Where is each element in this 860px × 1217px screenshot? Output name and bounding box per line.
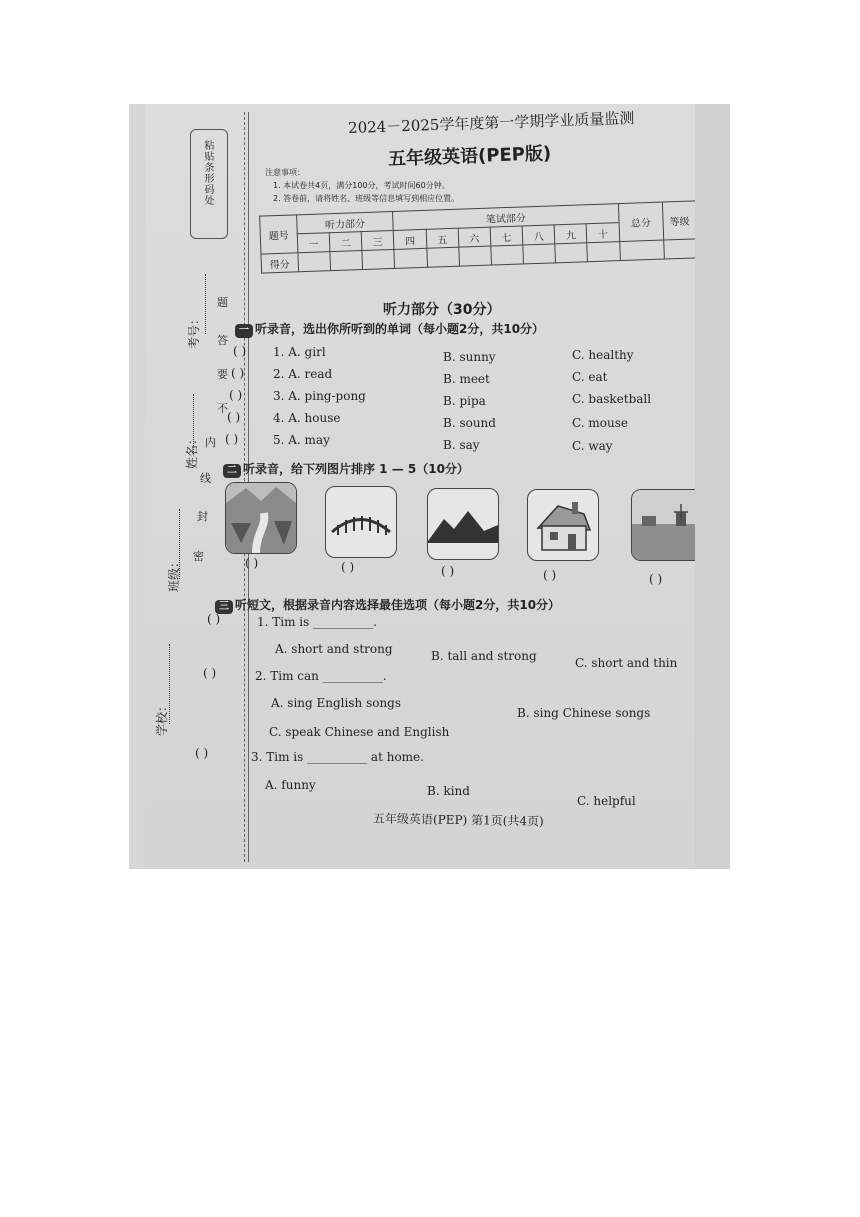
question-stem: 4. A. house [273,411,341,425]
part3-instruction: 听短文，根据录音内容选择最佳选项（每小题2分，共10分） [235,598,561,612]
option-b: B. sunny [443,350,496,364]
school-field: 学校： [155,699,169,736]
answer-paren[interactable]: ( ) [231,366,245,380]
option-c: C. eat [572,370,608,384]
score-cell [523,244,556,264]
exam-photo [129,104,730,869]
total-header: 总分 [618,202,663,242]
question-stem: 3. A. ping-pong [273,389,366,403]
q-num: 十 [587,223,620,243]
answer-paren[interactable]: ( ) [225,432,239,446]
part3-heading [215,596,560,614]
part2-instruction: 听录音，给下列图片排序 1 — 5（10分） [243,462,469,476]
barcode-box [190,129,228,239]
score-cell [555,243,588,263]
seal-char: 封 [197,510,208,523]
listening-header: 听力部分 [296,211,393,233]
q-num: 八 [522,225,555,245]
exam-title: 2024－2025学年度第一学期学业质量监测 [347,109,635,137]
part1-heading [235,320,544,338]
option-b: B. say [443,438,480,452]
seal-char: 题 [217,296,228,309]
answer-paren[interactable]: ( ) [227,410,241,424]
part1-instruction: 听录音，选出你所听到的单词（每小题2分，共10分） [255,322,545,336]
name-field: 姓名： [185,432,199,469]
q-num: 六 [458,227,491,247]
option-b: B. pipa [443,394,486,408]
page-footer: 五年级英语(PEP) 第1页(共4页) [372,811,544,829]
house-picture [527,489,599,561]
grade-header: 等级 [662,201,696,240]
answer-paren[interactable]: ( ) [233,344,247,358]
seal-char: 不 [217,402,228,415]
seal-char: 内 [205,436,216,449]
option-c: C. basketball [572,392,652,406]
option-b: B. sound [443,416,496,430]
row-label-score: 得分 [261,253,298,273]
score-cell [362,249,395,269]
answer-paren[interactable]: ( ) [207,612,221,626]
answer-paren[interactable]: ( ) [195,746,209,760]
listening-title: 听力部分（30分） [383,302,501,318]
option-a: A. sing English songs [271,696,402,710]
class-line [179,509,180,579]
notice-1: 1. 本试卷共4页，满分100分，考试时间60分钟。 [273,181,450,190]
q-num: 四 [394,229,427,249]
score-cell [619,240,664,261]
question-stem: 1. A. girl [273,345,326,359]
picture-answer-paren[interactable]: ( ) [649,572,663,586]
part3-number: 三 [215,600,233,614]
picture-answer-paren[interactable]: ( ) [543,568,557,582]
bridge-picture [325,486,397,558]
notice-2: 2. 答卷前，请将姓名、班级等信息填写到相应位置。 [273,194,460,203]
q-num: 五 [426,228,459,248]
option-c: C. way [572,439,613,453]
question-stem: 3. Tim is __________ at home. [251,750,424,764]
notice-title: 注意事项： [265,168,305,177]
q-num: 七 [490,226,523,246]
q-num: 二 [329,232,362,252]
part2-number: 二 [223,464,241,478]
seal-char: 密 [193,550,204,563]
q-num: 三 [361,230,394,250]
q-num: 一 [297,233,330,253]
written-header: 笔试部分 [393,204,619,231]
school-line [169,644,170,724]
answer-paren[interactable]: ( ) [229,388,243,402]
question-stem: 1. Tim is __________. [257,615,377,629]
score-cell [459,246,492,266]
exam-number-line [205,274,206,334]
score-cell [426,247,459,267]
next-page-edge [695,104,730,869]
q-num: 九 [554,224,587,244]
option-c: C. speak Chinese and English [269,725,450,739]
picture-answer-paren[interactable]: ( ) [341,560,355,574]
option-a: A. short and strong [275,642,393,656]
option-c: C. healthy [572,348,634,362]
seal-char: 答 [217,334,228,347]
part1-number: 一 [235,324,253,338]
score-cell [491,245,524,265]
question-stem: 5. A. may [273,433,330,447]
barcode-label: 粘贴条形码处 [202,140,213,206]
exam-paper [145,104,697,869]
score-cell [587,242,620,262]
village-picture [631,489,703,561]
row-label-number: 题号 [260,215,298,254]
name-line [193,394,194,454]
answer-paren[interactable]: ( ) [203,666,217,680]
seal-char: 线 [200,472,211,485]
exam-subtitle: 五年级英语(PEP版) [387,143,552,170]
score-cell [330,251,363,271]
seal-char: 要 [217,368,228,381]
option-b: B. meet [443,372,490,386]
exam-number-field: 考号： [187,312,201,349]
option-a: A. funny [265,778,316,792]
score-cell [298,252,331,272]
class-field: 班级： [167,555,181,592]
option-c: C. short and thin [575,656,678,670]
score-cell [394,248,427,268]
question-stem: 2. A. read [273,367,333,381]
option-c: C. helpful [577,794,636,808]
option-c: C. mouse [572,416,628,430]
question-stem: 2. Tim can __________. [255,669,387,683]
option-b: B. tall and strong [431,649,537,663]
picture-answer-paren[interactable]: ( ) [245,556,259,570]
option-b: B. kind [427,784,470,798]
river-picture [225,482,297,554]
score-cell [664,239,698,259]
part2-heading [223,460,469,478]
score-table [259,200,698,273]
mountain-picture [427,488,499,560]
picture-answer-paren[interactable]: ( ) [441,564,455,578]
option-b: B. sing Chinese songs [517,706,651,720]
